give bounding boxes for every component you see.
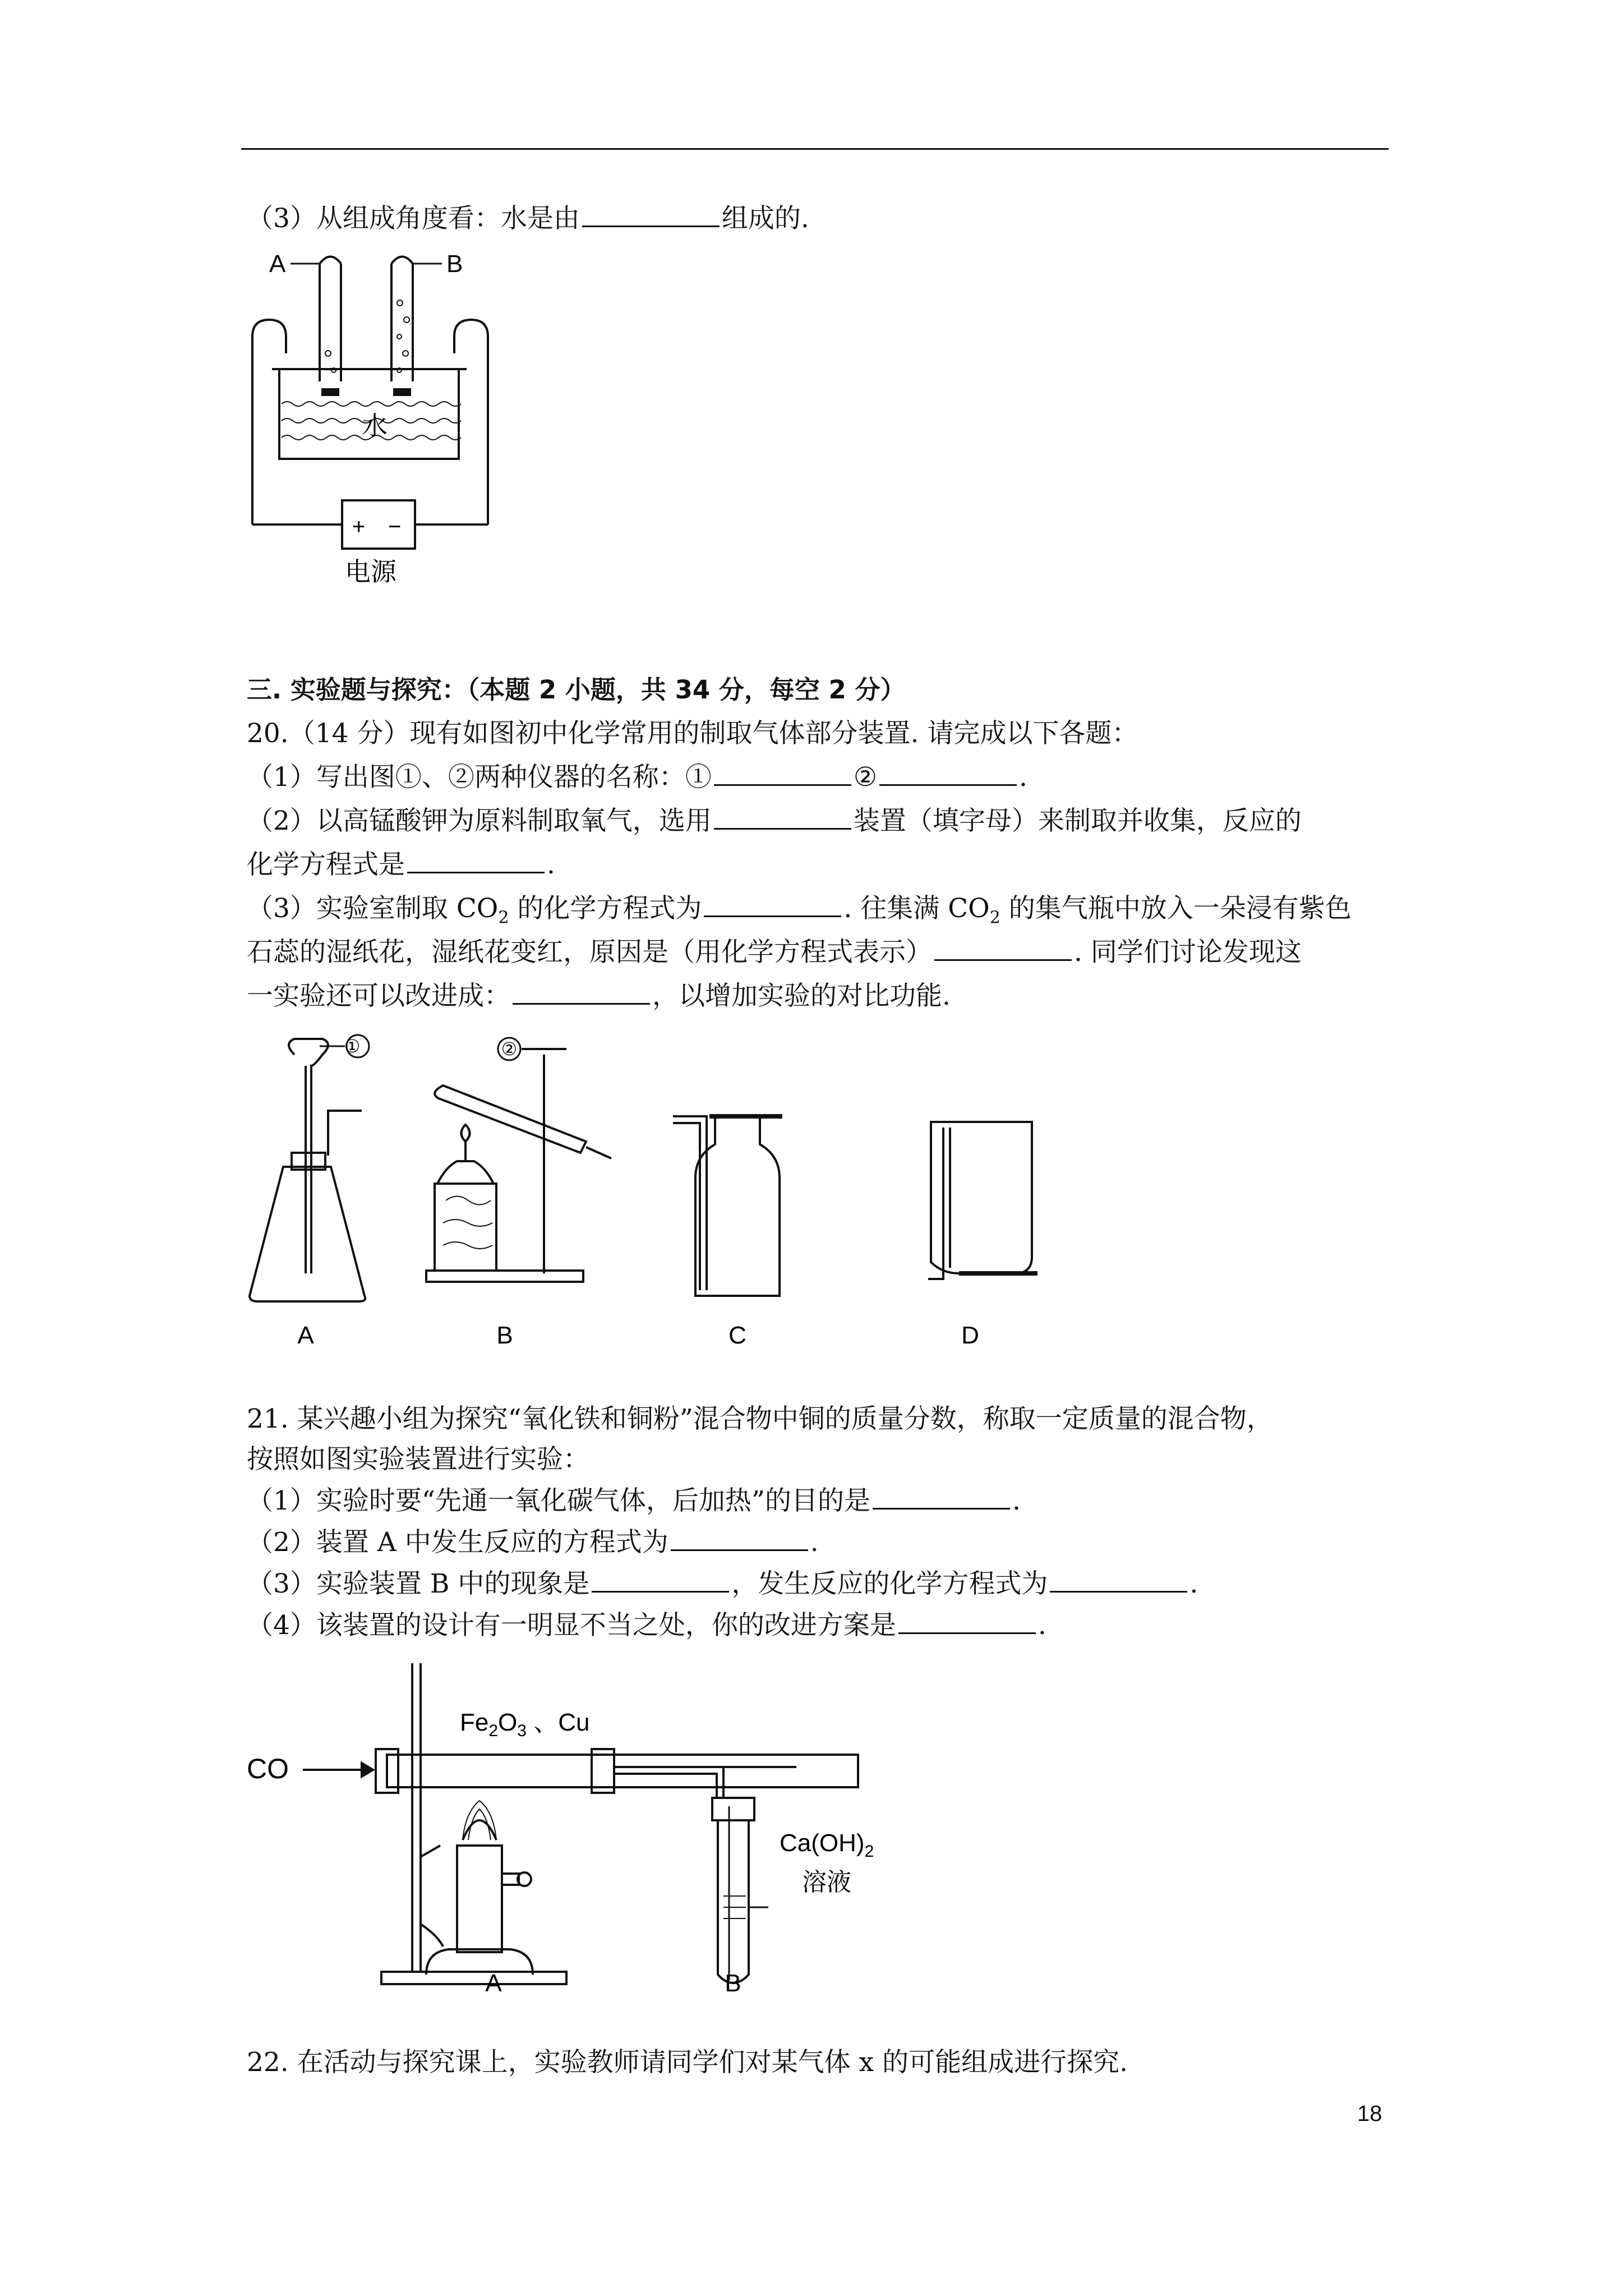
answer-blank[interactable] <box>1050 1567 1187 1593</box>
power-source-label: 电源 <box>345 556 396 587</box>
q20-part3-line1: （3）实验室制取 $CO_2$ 的化学方程式为 . 往集满 $CO_2$ 的集气瓶中放入一朵浸有紫色 <box>247 893 1352 928</box>
solution-label: 溶液 <box>802 1868 851 1897</box>
plus-label: + <box>352 514 366 539</box>
answer-blank[interactable] <box>714 761 851 786</box>
q20-intro: 20.（14 分）现有如图初中化学常用的制取气体部分装置. 请完成以下各题： <box>247 718 1138 749</box>
q20-part2-line2: 化学方程式是 . <box>247 849 555 880</box>
q21-intro-line1: 21. 某兴趣小组为探究“氧化铁和铜粉”混合物中铜的质量分数，称取一定质量的混合物， <box>247 1404 1273 1434</box>
label-a: A <box>269 250 286 278</box>
answer-blank[interactable] <box>704 892 841 917</box>
label-c: C <box>728 1322 746 1349</box>
minus-label: − <box>388 514 402 539</box>
answer-blank[interactable] <box>873 1484 1010 1510</box>
section-heading: 三. 实验题与探究：（本题 2 小题，共 34 分，每空 2 分） <box>247 675 906 705</box>
label-b: B <box>446 250 463 278</box>
label-d: D <box>961 1322 979 1349</box>
header-rule <box>241 148 1389 150</box>
gas-apparatus-figure <box>241 1032 1279 1358</box>
co-reduction-figure <box>241 1660 970 2008</box>
label-circle-2: ② <box>501 1038 518 1060</box>
label-circle-1: ① <box>344 1036 361 1057</box>
caoh2-label: $Ca(OH)_2$ <box>780 1829 874 1861</box>
answer-blank[interactable] <box>513 979 650 1005</box>
q20-part2-line1: （2）以高锰酸钾为原料制取氧气，选用 装置（填字母）来制取并收集，反应的 <box>247 806 1302 836</box>
answer-blank[interactable] <box>714 804 851 830</box>
q20-part1: （1）写出图①、②两种仪器的名称：① ② . <box>247 762 1027 793</box>
label-a: A <box>297 1322 314 1349</box>
q21-part1: （1）实验时要“先通一氧化碳气体，后加热”的目的是 . <box>247 1485 1021 1516</box>
water-label: 水 <box>362 411 388 441</box>
label-b: B <box>725 1970 741 1997</box>
q20-part3-line2: 石蕊的湿纸花，湿纸花变红，原因是（用化学方程式表示） . 同学们讨论发现这 <box>247 937 1302 968</box>
answer-blank[interactable] <box>407 848 545 873</box>
answer-blank[interactable] <box>934 936 1072 961</box>
co-label: CO <box>247 1753 289 1784</box>
q22-text: 22. 在活动与探究课上，实验教师请同学们对某气体 x 的可能组成进行探究. <box>247 2047 1128 2078</box>
label-b: B <box>496 1322 513 1349</box>
label-a: A <box>485 1970 502 1997</box>
q21-intro-line2: 按照如图实验装置进行实验： <box>247 1444 589 1475</box>
answer-blank[interactable] <box>582 202 720 227</box>
page-number: 18 <box>1357 2101 1382 2126</box>
q21-part2: （2）装置 A 中发生反应的方程式为 . <box>247 1527 819 1558</box>
answer-blank[interactable] <box>671 1526 808 1551</box>
q19-part3: （3）从组成角度看：水是由 组成的. <box>247 203 809 234</box>
q21-part4: （4）该装置的设计有一明显不当之处，你的改进方案是 . <box>247 1610 1046 1641</box>
q20-part3-line3: 一实验还可以改进成： ，以增加实验的对比功能. <box>247 981 951 1011</box>
answer-blank[interactable] <box>898 1609 1036 1634</box>
q21-part3: （3）实验装置 B 中的现象是 ，发生反应的化学方程式为 . <box>247 1568 1198 1599</box>
answer-blank[interactable] <box>879 761 1017 786</box>
reactants-label: $Fe_2O_3$ 、Cu <box>460 1709 590 1740</box>
electrolysis-figure <box>241 241 533 587</box>
answer-blank[interactable] <box>592 1567 729 1593</box>
